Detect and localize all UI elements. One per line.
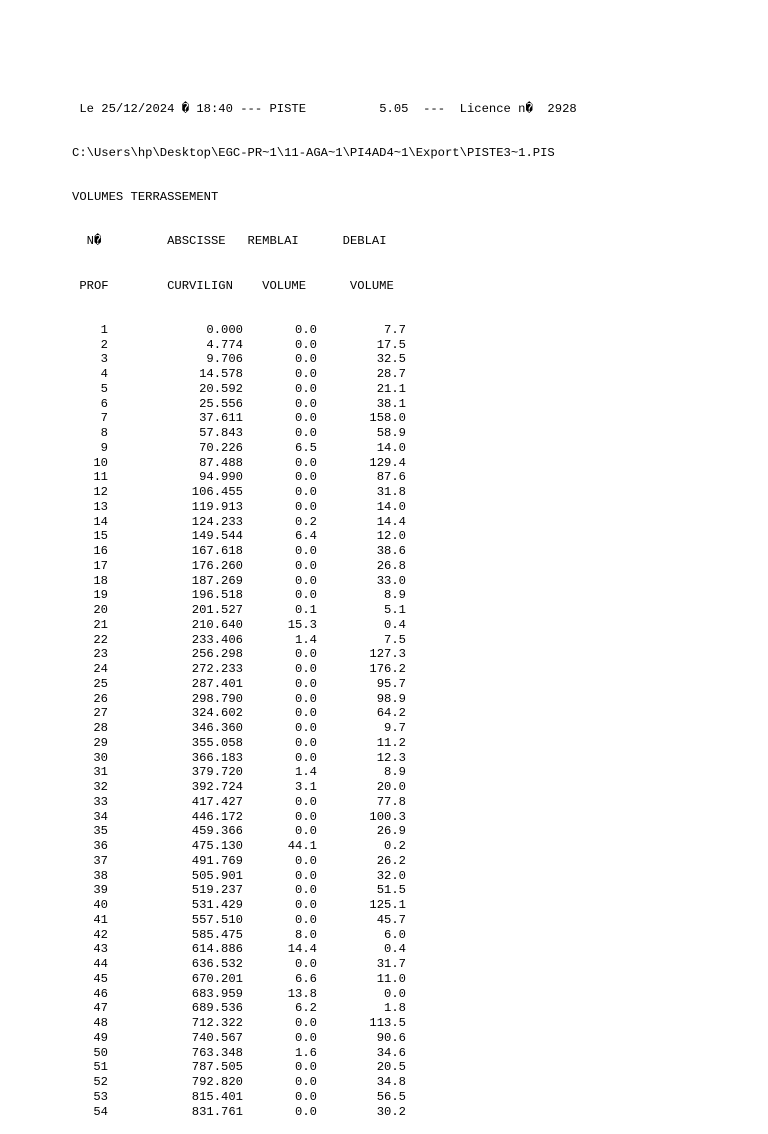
cut-volume: 33.0 <box>376 573 406 588</box>
cut-volume: 1.8 <box>384 1001 406 1016</box>
profile-number: 40 <box>93 898 108 912</box>
fill-volume: 14.4 <box>287 942 317 957</box>
abscissa-value: 287.401 <box>191 676 243 691</box>
abscissa-value: 14.578 <box>199 367 243 381</box>
fill-volume: 0.0 <box>295 367 317 381</box>
profile-number: 7 <box>100 411 108 426</box>
fill-volume: 0.2 <box>295 514 317 529</box>
column-header-line-1: N� ABSCISSE REMBLAI DEBLAI <box>72 234 387 249</box>
table-row <box>72 633 577 648</box>
fill-volume: 0.0 <box>295 1089 317 1104</box>
cut-volume: 17.5 <box>376 337 406 352</box>
table-row <box>72 972 577 987</box>
abscissa-value: 87.488 <box>199 455 243 470</box>
profile-number: 30 <box>93 750 108 765</box>
cut-volume: 129.4 <box>369 455 406 470</box>
profile-number: 44 <box>93 957 108 971</box>
profile-number: 35 <box>93 824 108 839</box>
cut-volume: 176.2 <box>369 662 406 676</box>
profile-number: 41 <box>93 912 108 927</box>
cut-volume: 14.4 <box>376 514 406 529</box>
fill-volume: 0.0 <box>295 676 317 691</box>
fill-volume: 0.0 <box>295 662 317 676</box>
fill-volume: 0.0 <box>295 824 317 839</box>
abscissa-value: 505.901 <box>191 868 243 883</box>
profile-number: 28 <box>93 721 108 735</box>
abscissa-value: 815.401 <box>191 1089 243 1104</box>
profile-number: 34 <box>93 809 108 824</box>
profile-number: 13 <box>93 499 108 514</box>
fill-volume: 0.0 <box>295 588 317 603</box>
profile-number: 32 <box>93 780 108 794</box>
table-row <box>72 411 577 426</box>
abscissa-value: 201.527 <box>191 603 243 617</box>
abscissa-value: 196.518 <box>191 588 243 603</box>
cut-volume: 6.0 <box>384 927 406 942</box>
profile-number: 16 <box>93 544 108 558</box>
report-page <box>72 72 577 1134</box>
cut-volume: 31.7 <box>376 957 406 971</box>
table-row <box>72 795 577 810</box>
cut-volume: 0.0 <box>384 986 406 1001</box>
table-row <box>72 397 577 412</box>
cut-volume: 11.2 <box>376 735 406 750</box>
table-row <box>72 1060 577 1075</box>
profile-number: 50 <box>93 1045 108 1060</box>
profile-number: 48 <box>93 1016 108 1030</box>
table-row <box>72 382 577 397</box>
fill-volume: 0.0 <box>295 470 317 485</box>
cut-volume: 113.5 <box>369 1016 406 1030</box>
fill-volume: 0.0 <box>295 883 317 898</box>
fill-volume: 0.0 <box>295 750 317 765</box>
section-title: VOLUMES TERRASSEMENT <box>72 190 219 204</box>
table-row <box>72 500 577 515</box>
table-row <box>72 1001 577 1016</box>
fill-volume: 0.0 <box>295 1060 317 1075</box>
fill-volume: 15.3 <box>287 617 317 632</box>
fill-volume: 1.6 <box>295 1045 317 1060</box>
profile-number: 49 <box>93 1030 108 1045</box>
cut-volume: 87.6 <box>376 470 406 485</box>
table-row <box>72 426 577 441</box>
cut-volume: 9.7 <box>384 721 406 735</box>
profile-number: 31 <box>93 765 108 780</box>
abscissa-value: 379.720 <box>191 765 243 780</box>
fill-volume: 0.0 <box>295 1030 317 1045</box>
table-row <box>72 574 577 589</box>
table-row <box>72 603 577 618</box>
abscissa-value: 106.455 <box>191 485 243 499</box>
profile-number: 23 <box>93 647 108 662</box>
abscissa-value: 446.172 <box>191 809 243 824</box>
profile-number: 46 <box>93 986 108 1001</box>
abscissa-value: 712.322 <box>191 1016 243 1030</box>
profile-number: 47 <box>93 1001 108 1016</box>
cut-volume: 58.9 <box>376 426 406 440</box>
cut-volume: 26.2 <box>376 853 406 868</box>
abscissa-value: 831.761 <box>191 1104 243 1119</box>
volume-table <box>72 323 577 1120</box>
cut-volume: 30.2 <box>376 1104 406 1119</box>
profile-number: 37 <box>93 853 108 868</box>
table-row <box>72 367 577 382</box>
cut-volume: 8.9 <box>384 588 406 603</box>
profile-number: 5 <box>100 381 108 396</box>
abscissa-value: 37.611 <box>199 411 243 426</box>
profile-number: 17 <box>93 558 108 573</box>
table-row <box>72 1016 577 1031</box>
fill-volume: 0.0 <box>295 396 317 411</box>
table-row <box>72 751 577 766</box>
fill-volume: 0.0 <box>295 957 317 971</box>
fill-volume: 0.0 <box>295 721 317 735</box>
profile-number: 8 <box>100 426 108 440</box>
fill-volume: 0.0 <box>295 794 317 809</box>
abscissa-value: 187.269 <box>191 573 243 588</box>
cut-volume: 34.8 <box>376 1075 406 1089</box>
profile-number: 19 <box>93 588 108 603</box>
table-row <box>72 987 577 1002</box>
table-row <box>72 441 577 456</box>
abscissa-value: 346.360 <box>191 721 243 735</box>
cut-volume: 7.5 <box>384 632 406 647</box>
fill-volume: 0.0 <box>295 809 317 824</box>
fill-volume: 0.0 <box>295 691 317 706</box>
fill-volume: 8.0 <box>295 927 317 942</box>
table-row <box>72 559 577 574</box>
abscissa-value: 670.201 <box>191 971 243 986</box>
fill-volume: 0.0 <box>295 381 317 396</box>
table-row <box>72 721 577 736</box>
table-row <box>72 1031 577 1046</box>
fill-volume: 0.0 <box>295 426 317 440</box>
cut-volume: 45.7 <box>376 912 406 927</box>
abscissa-value: 459.366 <box>191 824 243 839</box>
cut-volume: 100.3 <box>369 809 406 824</box>
fill-volume: 1.4 <box>295 765 317 780</box>
cut-volume: 12.3 <box>376 750 406 765</box>
cut-volume: 98.9 <box>376 691 406 706</box>
abscissa-value: 740.567 <box>191 1030 243 1045</box>
table-row <box>72 544 577 559</box>
cut-volume: 32.5 <box>376 352 406 367</box>
profile-number: 14 <box>93 514 108 529</box>
profile-number: 9 <box>100 440 108 455</box>
fill-volume: 3.1 <box>295 780 317 794</box>
abscissa-value: 417.427 <box>191 794 243 809</box>
table-row <box>72 810 577 825</box>
abscissa-value: 298.790 <box>191 691 243 706</box>
abscissa-value: 366.183 <box>191 750 243 765</box>
fill-volume: 0.0 <box>295 455 317 470</box>
abscissa-value: 124.233 <box>191 514 243 529</box>
cut-volume: 12.0 <box>376 529 406 544</box>
abscissa-value: 149.544 <box>191 529 243 544</box>
abscissa-value: 0.000 <box>206 322 243 337</box>
abscissa-value: 392.724 <box>191 780 243 794</box>
cut-volume: 26.8 <box>376 558 406 573</box>
cut-volume: 21.1 <box>376 381 406 396</box>
table-row <box>72 692 577 707</box>
table-row <box>72 1090 577 1105</box>
profile-number: 15 <box>93 529 108 544</box>
cut-volume: 34.6 <box>376 1045 406 1060</box>
cut-volume: 0.4 <box>384 617 406 632</box>
fill-volume: 1.4 <box>295 632 317 647</box>
table-row <box>72 957 577 972</box>
table-row <box>72 1046 577 1061</box>
fill-volume: 13.8 <box>287 986 317 1001</box>
table-row <box>72 456 577 471</box>
table-row <box>72 323 577 338</box>
cut-volume: 38.1 <box>376 396 406 411</box>
profile-number: 18 <box>93 573 108 588</box>
cut-volume: 158.0 <box>369 411 406 426</box>
abscissa-value: 585.475 <box>191 927 243 942</box>
profile-number: 11 <box>93 470 108 485</box>
table-row <box>72 765 577 780</box>
fill-volume: 0.0 <box>295 352 317 367</box>
abscissa-value: 614.886 <box>191 942 243 957</box>
table-row <box>72 485 577 500</box>
profile-number: 27 <box>93 706 108 721</box>
table-row <box>72 588 577 603</box>
abscissa-value: 94.990 <box>199 470 243 485</box>
abscissa-value: 355.058 <box>191 735 243 750</box>
profile-number: 2 <box>100 337 108 352</box>
table-row <box>72 928 577 943</box>
table-row <box>72 942 577 957</box>
fill-volume: 0.0 <box>295 868 317 883</box>
profile-number: 51 <box>93 1060 108 1075</box>
fill-volume: 0.0 <box>295 558 317 573</box>
profile-number: 6 <box>100 396 108 411</box>
fill-volume: 0.0 <box>295 706 317 721</box>
abscissa-value: 792.820 <box>191 1075 243 1089</box>
fill-volume: 0.0 <box>295 485 317 499</box>
cut-volume: 31.8 <box>376 485 406 499</box>
abscissa-value: 167.618 <box>191 544 243 558</box>
profile-number: 42 <box>93 927 108 942</box>
fill-volume: 0.0 <box>295 499 317 514</box>
abscissa-value: 689.536 <box>191 1001 243 1016</box>
abscissa-value: 233.406 <box>191 632 243 647</box>
cut-volume: 11.0 <box>376 971 406 986</box>
fill-volume: 0.1 <box>295 603 317 617</box>
profile-number: 24 <box>93 662 108 676</box>
cut-volume: 51.5 <box>376 883 406 898</box>
profile-number: 53 <box>93 1089 108 1104</box>
abscissa-value: 491.769 <box>191 853 243 868</box>
fill-volume: 0.0 <box>295 647 317 662</box>
table-row <box>72 854 577 869</box>
table-row <box>72 470 577 485</box>
cut-volume: 90.6 <box>376 1030 406 1045</box>
profile-number: 10 <box>93 455 108 470</box>
abscissa-value: 70.226 <box>199 440 243 455</box>
table-row <box>72 529 577 544</box>
table-row <box>72 1075 577 1090</box>
profile-number: 33 <box>93 794 108 809</box>
fill-volume: 0.0 <box>295 337 317 352</box>
profile-number: 52 <box>93 1075 108 1089</box>
cut-volume: 26.9 <box>376 824 406 839</box>
profile-number: 36 <box>93 839 108 853</box>
cut-volume: 56.5 <box>376 1089 406 1104</box>
cut-volume: 77.8 <box>376 794 406 809</box>
fill-volume: 0.0 <box>295 1075 317 1089</box>
fill-volume: 6.5 <box>295 440 317 455</box>
fill-volume: 0.0 <box>295 898 317 912</box>
table-row <box>72 780 577 795</box>
abscissa-value: 324.602 <box>191 706 243 721</box>
profile-number: 29 <box>93 735 108 750</box>
abscissa-value: 272.233 <box>191 662 243 676</box>
table-row <box>72 824 577 839</box>
table-row <box>72 677 577 692</box>
fill-volume: 6.4 <box>295 529 317 544</box>
abscissa-value: 119.913 <box>191 499 243 514</box>
cut-volume: 14.0 <box>376 499 406 514</box>
table-row <box>72 869 577 884</box>
profile-number: 22 <box>93 632 108 647</box>
cut-volume: 125.1 <box>369 898 406 912</box>
table-row <box>72 618 577 633</box>
fill-volume: 0.0 <box>295 544 317 558</box>
cut-volume: 127.3 <box>369 647 406 662</box>
fill-volume: 6.6 <box>295 971 317 986</box>
table-row <box>72 883 577 898</box>
fill-volume: 6.2 <box>295 1001 317 1016</box>
abscissa-value: 519.237 <box>191 883 243 898</box>
profile-number: 12 <box>93 485 108 499</box>
table-row <box>72 352 577 367</box>
abscissa-value: 531.429 <box>191 898 243 912</box>
cut-volume: 38.6 <box>376 544 406 558</box>
abscissa-value: 475.130 <box>191 839 243 853</box>
profile-number: 1 <box>100 322 108 337</box>
abscissa-value: 683.959 <box>191 986 243 1001</box>
abscissa-value: 557.510 <box>191 912 243 927</box>
profile-number: 54 <box>93 1104 108 1119</box>
table-row <box>72 839 577 854</box>
table-row <box>72 338 577 353</box>
fill-volume: 44.1 <box>287 839 317 853</box>
abscissa-value: 57.843 <box>199 426 243 440</box>
profile-number: 39 <box>93 883 108 898</box>
cut-volume: 20.5 <box>376 1060 406 1075</box>
table-row <box>72 913 577 928</box>
profile-number: 4 <box>100 367 108 381</box>
table-row <box>72 706 577 721</box>
profile-number: 45 <box>93 971 108 986</box>
profile-number: 3 <box>100 352 108 367</box>
fill-volume: 0.0 <box>295 573 317 588</box>
fill-volume: 0.0 <box>295 853 317 868</box>
profile-number: 21 <box>93 617 108 632</box>
abscissa-value: 176.260 <box>191 558 243 573</box>
profile-number: 26 <box>93 691 108 706</box>
abscissa-value: 9.706 <box>206 352 243 367</box>
fill-volume: 0.0 <box>295 1016 317 1030</box>
table-row <box>72 898 577 913</box>
table-row <box>72 647 577 662</box>
fill-volume: 0.0 <box>295 322 317 337</box>
report-date-line: Le 25/12/2024 � 18:40 --- PISTE 5.05 --- Licence n� 2928 <box>72 101 577 116</box>
cut-volume: 32.0 <box>376 868 406 883</box>
table-row <box>72 515 577 530</box>
cut-volume: 5.1 <box>384 603 406 617</box>
abscissa-value: 210.640 <box>191 617 243 632</box>
abscissa-value: 763.348 <box>191 1045 243 1060</box>
abscissa-value: 787.505 <box>191 1060 243 1075</box>
fill-volume: 0.0 <box>295 1104 317 1119</box>
cut-volume: 28.7 <box>376 367 406 381</box>
cut-volume: 95.7 <box>376 676 406 691</box>
cut-volume: 7.7 <box>384 322 406 337</box>
abscissa-value: 636.532 <box>191 957 243 971</box>
cut-volume: 64.2 <box>376 706 406 721</box>
table-row <box>72 736 577 751</box>
profile-number: 20 <box>93 603 108 617</box>
file-path-line: C:\Users\hp\Desktop\EGC-PR~1\11-AGA~1\PI4AD4~1\Export\PISTE3~1.PIS <box>72 145 555 160</box>
abscissa-value: 20.592 <box>199 381 243 396</box>
abscissa-value: 25.556 <box>199 396 243 411</box>
fill-volume: 0.0 <box>295 912 317 927</box>
table-row <box>72 662 577 677</box>
profile-number: 38 <box>93 868 108 883</box>
cut-volume: 8.9 <box>384 765 406 780</box>
fill-volume: 0.0 <box>295 735 317 750</box>
cut-volume: 0.4 <box>384 942 406 957</box>
cut-volume: 20.0 <box>376 780 406 794</box>
fill-volume: 0.0 <box>295 411 317 426</box>
profile-number: 43 <box>93 942 108 957</box>
column-header-line-2: PROF CURVILIGN VOLUME VOLUME <box>72 278 394 293</box>
cut-volume: 14.0 <box>376 440 406 455</box>
abscissa-value: 4.774 <box>206 337 243 352</box>
profile-number: 25 <box>93 676 108 691</box>
table-row <box>72 1105 577 1120</box>
abscissa-value: 256.298 <box>191 647 243 662</box>
cut-volume: 0.2 <box>384 839 406 853</box>
